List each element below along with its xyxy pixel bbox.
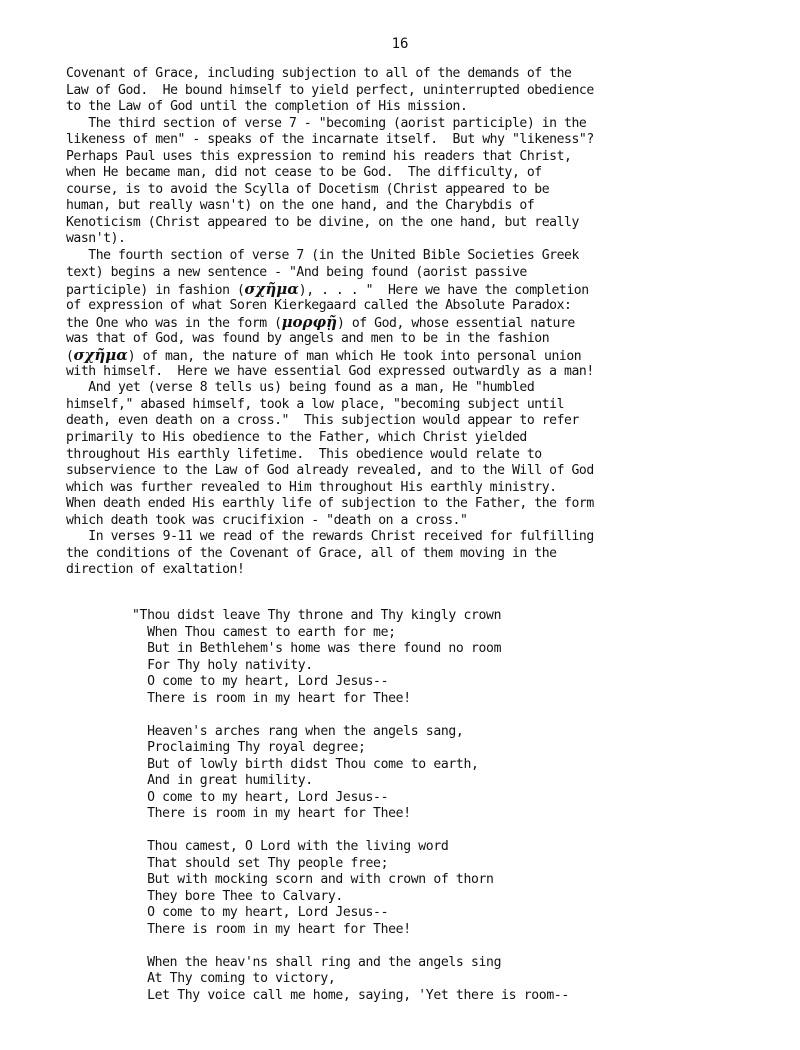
body-line: When death ended His earthly life of subjection to the Father, the form <box>66 496 594 512</box>
body-line <box>66 347 766 364</box>
line-text: of expression of what Soren Kierkegaard called the Absolute Paradox: <box>66 297 572 313</box>
hymn-line: But in Bethlehem's home was there found no room <box>132 641 502 656</box>
hymn-line: But with mocking scorn and with crown of thorn <box>132 872 494 887</box>
body-line: the conditions of the Covenant of Grace, all of them moving in the <box>66 545 557 561</box>
body-text <box>66 66 766 579</box>
body-line: himself," abased himself, took a low place, "becoming subject until <box>66 396 565 412</box>
hymn-line: But of lowly birth didst Thou come to earth, <box>132 756 479 772</box>
hymn-line: And in great humility. <box>132 773 313 788</box>
hymn-quotation <box>132 608 772 1021</box>
body-line: throughout His earthly lifetime. This obedience would relate to <box>66 446 542 462</box>
body-line <box>66 314 766 331</box>
hymn-stanza <box>132 955 772 1005</box>
line-text: the One who was in the form ( <box>66 316 282 332</box>
body-line: when He became man, did not cease to be God. The difficulty, of <box>66 165 542 181</box>
body-line: wasn't). <box>66 231 126 247</box>
line-text: ) of man, the nature of man which He took into personal union <box>127 349 582 365</box>
body-line: Covenant of Grace, including subjection to all of the demands of the <box>66 66 572 81</box>
hymn-line: Proclaiming Thy royal degree; <box>132 740 366 755</box>
body-line: Perhaps Paul uses this expression to remind his readers that Christ, <box>66 148 572 164</box>
body-line: with himself. Here we have essential God expressed outwardly as a man! <box>66 363 594 379</box>
body-line: Law of God. He bound himself to yield perfect, uninterrupted obedience <box>66 82 594 98</box>
hymn-line: There is room in my heart for Thee! <box>132 921 411 937</box>
body-line <box>66 298 766 315</box>
hymn-line: "Thou didst leave Thy throne and Thy kingly crown <box>132 608 502 623</box>
body-line: direction of exaltation! <box>66 562 245 578</box>
hymn-line: There is room in my heart for Thee! <box>132 806 411 821</box>
hymn-line: That should set Thy people free; <box>132 855 389 871</box>
body-line: text) begins a new sentence - "And being found (aorist passive <box>66 264 527 280</box>
hymn-line: When the heav'ns shall ring and the angels sing <box>132 954 502 970</box>
page-number: 16 <box>391 36 409 52</box>
hymn-stanza <box>132 724 772 823</box>
body-line: which death took was crucifixion - "death on a cross." <box>66 512 468 528</box>
body-line: human, but really wasn't) on the one hand, and the Charybdis of <box>66 198 535 214</box>
line-text: was that of God, was found by angels and men to be in the fashion <box>66 330 550 346</box>
hymn-stanza <box>132 608 772 707</box>
greek-word: μορφῇ <box>281 313 337 332</box>
body-line <box>66 281 766 298</box>
hymn-line: Let Thy voice call me home, saying, 'Yet there is room-- <box>132 987 569 1003</box>
body-line: which was further revealed to Him throughout His earthly ministry. <box>66 479 557 495</box>
hymn-line: O come to my heart, Lord Jesus-- <box>132 905 389 920</box>
body-line: likeness of men" - speaks of the incarnate itself. But why "likeness"? <box>66 132 594 148</box>
body-line: And yet (verse 8 tells us) being found as a man, He "humbled <box>66 380 535 396</box>
hymn-line: They bore Thee to Calvary. <box>132 888 343 904</box>
hymn-line: There is room in my heart for Thee! <box>132 690 411 706</box>
hymn-line: When Thou camest to earth for me; <box>132 624 396 640</box>
body-line: course, is to avoid the Scylla of Docetism (Christ appeared to be <box>66 181 550 197</box>
hymn-line: For Thy holy nativity. <box>132 657 313 673</box>
greek-word: σχῆμα <box>73 346 128 365</box>
body-line <box>66 331 766 348</box>
line-text: ( <box>66 349 74 365</box>
body-line: In verses 9-11 we read of the rewards Christ received for fulfilling <box>66 529 594 545</box>
hymn-line: O come to my heart, Lord Jesus-- <box>132 674 389 689</box>
body-line: to the Law of God until the completion of His mission. <box>66 99 468 115</box>
body-line: death, even death on a cross." This subjection would appear to refer <box>66 413 579 429</box>
body-line: Kenoticism (Christ appeared to be divine, on the one hand, but really <box>66 214 579 230</box>
hymn-line: O come to my heart, Lord Jesus-- <box>132 789 389 805</box>
line-text: ), . . . " Here we have the completion <box>298 283 589 299</box>
line-text: ) of God, whose essential nature <box>337 316 575 332</box>
hymn-line: At Thy coming to victory, <box>132 971 336 986</box>
body-line: primarily to His obedience to the Father, which Christ yielded <box>66 430 527 446</box>
body-line: subservience to the Law of God already revealed, and to the Will of God <box>66 463 594 479</box>
greek-word: σχῆμα <box>244 280 299 299</box>
hymn-line: Thou camest, O Lord with the living word <box>132 839 449 854</box>
body-line: The third section of verse 7 - "becoming (aorist participle) in the <box>66 115 587 131</box>
hymn-stanza <box>132 839 772 938</box>
line-text: participle) in fashion ( <box>66 283 245 299</box>
hymn-line: Heaven's arches rang when the angels sang, <box>132 723 464 739</box>
body-line: The fourth section of verse 7 (in the United Bible Societies Greek <box>66 248 579 264</box>
